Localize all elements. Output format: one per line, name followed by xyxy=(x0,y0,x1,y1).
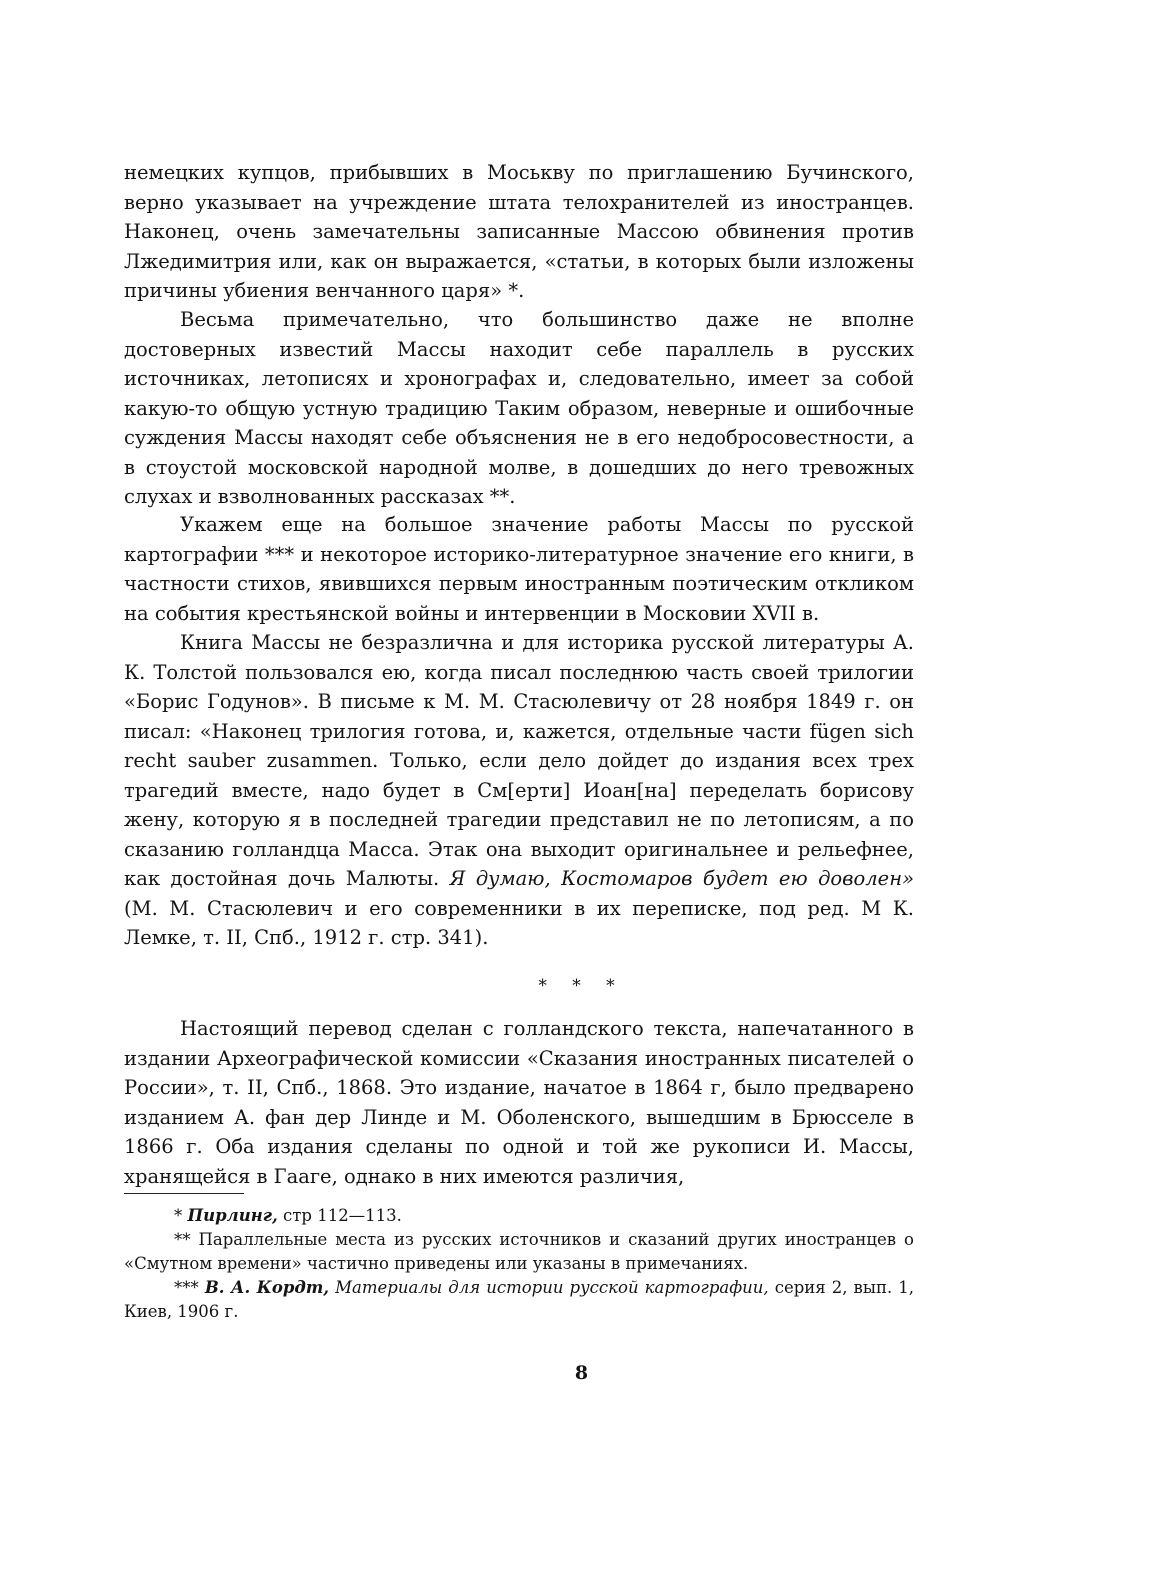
paragraph-5: Настоящий перевод сделан с голландского текста, напечатанного в издании Археографической комиссии «Сказания иностранных писателей о России», т. II, Спб., 1868. Это издание, начатое в 1864 г, было предварено изданием А. фан дер Линде и М. Оболенского, вышедшим в Брюсселе в 1866 г. Оба издания сделаны по одной и той же рукописи И. Массы, хранящейся в Гааге, однако в них имеются различия, xyxy=(124,1017,914,1188)
footnote-1-author: Пирлинг, xyxy=(187,1206,278,1225)
footnotes xyxy=(124,1204,914,1324)
footnote-2-text: Параллельные места из русских источников и сказаний других иностранцев о «Смутном времени» частично приведены или указаны в примечаниях. xyxy=(124,1230,914,1273)
footnote-1-text: стр 112—113. xyxy=(283,1206,402,1225)
footnote-1 xyxy=(124,1204,914,1228)
paragraph-1: немецких купцов, прибывших в Моськву по приглашению Бучинского, верно указывает на учреждение штата телохранителей из иностранцев. Наконец, очень замечательны записанные Массою обвинения против Лжедимитрия или, как он выражается, «статьи, в которых были изложены причины убиения венчанного царя» *. xyxy=(124,161,914,302)
footnote-rule xyxy=(124,1193,244,1194)
footnote-3-text: серия 2, вып. 1, Киев, 1906 г. xyxy=(124,1278,915,1321)
paragraph-4-quote-italic: Я думаю, Костомаров будет ею доволен» xyxy=(449,867,914,890)
paragraph-3: Укажем еще на большое значение работы Массы по русской картографии *** и некоторое историко-литературное значение его книги, в частности стихов, явившихся первым иностранным поэтическим откликом на события крестьянской войны и интервенции в Московии XVII в. xyxy=(124,513,914,625)
paragraph-2: Весьма примечательно, что большинство даже не вполне достоверных известий Массы находит себе параллель в русских источниках, летописях и хронографах и, следовательно, имеет за собой какую-то общую устную традицию Таким образом, неверные и ошибочные суждения Массы находят себе объяснения не в его недобросовестности, а в стоустой московской народной молве, в дошедших до него тревожных слухах и взволнованных рассказах **. xyxy=(124,308,914,508)
footnote-3-mark: *** xyxy=(174,1278,199,1297)
footnote-3 xyxy=(124,1276,914,1324)
footnote-3-title: Материалы для истории русской картографии, xyxy=(335,1278,769,1297)
footnote-3-author: В. А. Кордт, xyxy=(204,1278,330,1297)
footnote-2-mark: ** xyxy=(174,1230,191,1249)
paragraph-4-text-a: Книга Массы не безразлична и для историка русской литературы А. К. Толстой пользовался ею, когда писал последнюю часть своей трилогии «Борис Годунов». В письме к М. М. Стасюлевичу от 28 ноября 1849 г. он писал: «Наконец трилогия готова, и, кажется, отдельные части fügen sich recht sauber zusammen. Только, если дело дойдет до издания всех трех трагедий вместе, надо будет в См[ерти] Иоан[на] переделать борисову жену, которую я в последней трагедии представил не по летописям, а по сказанию голландца Масса. Этак она выходит оригинальнее и рельефнее, как достойная дочь Малюты. xyxy=(124,631,914,890)
paragraph-4-text-b: (М. М. Стасюлевич и его современники в их переписке, под ред. М К. Лемке, т. II, Спб., 1912 г. стр. 341). xyxy=(124,896,914,949)
paragraph-4 xyxy=(124,628,914,953)
section-separator: * * * xyxy=(538,976,625,996)
footnote-1-mark: * xyxy=(174,1206,183,1225)
page-number: 8 xyxy=(574,1362,589,1384)
footnote-2 xyxy=(124,1228,914,1276)
